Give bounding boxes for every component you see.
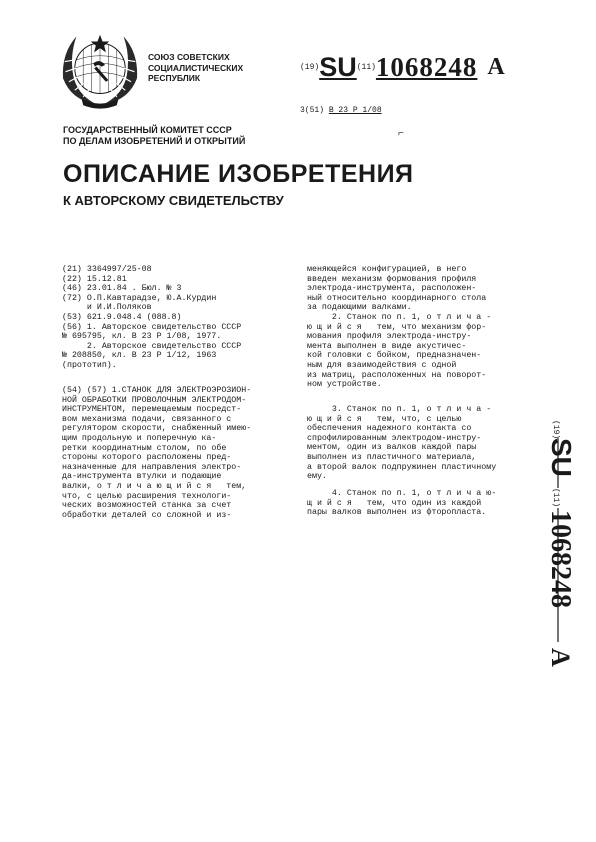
country-line: СОЦИАЛИСТИЧЕСКИХ — [148, 62, 244, 73]
country-line: СОЮЗ СОВЕТСКИХ — [148, 52, 230, 62]
claim-1-text: (54) (57) 1.СТАНОК ДЛЯ ЭЛЕКТРОЭРОЗИОН- НОЙ ОБРАБОТКИ ПРОВОЛОЧНЫМ ЭЛЕКТРОДОМ- ИНСТРУМЕНТОМ, перемещаемым посредст- вом механизма подачи, связанного с регулятором скорости, снабженный имею- щим продольную и поперечную ка- ретки координатным столом, по обе стороны которого расположены пред- назначенные для направления электро- да-инструмента втулки и подающие валки, о т л и ч а ю щ и й с я тем, что, с целью расширения технологи- ческих возможностей станка за счет обработки деталей со сложной и из- — [62, 386, 252, 520]
committee-line: ПО ДЕЛАМ ИЗОБРЕТЕНИЙ И ОТКРЫТИЙ — [63, 136, 246, 146]
ipc-classification — [300, 106, 382, 115]
country-code: SU — [319, 52, 357, 82]
document-subtitle: К АВТОРСКОМУ СВИДЕТЕЛЬСТВУ — [63, 193, 284, 208]
claim-4-text: 4. Станок по п. 1, о т л и ч а ю- щ и й с я тем, что один из каждой пары валков выполнен из фторопласта. — [307, 489, 497, 518]
vertical-country-code: SU — [546, 438, 577, 477]
committee-name — [63, 125, 245, 147]
code-19-label: (19) — [300, 63, 320, 72]
ipc-prefix: 3(51) — [300, 106, 325, 115]
vertical-kind: A — [546, 648, 575, 667]
committee-line: ГОСУДАРСТВЕННЫЙ КОМИТЕТ СССР — [63, 125, 232, 135]
claim-3-text: 3. Станок по п. 1, о т л и ч а - ю щ и й с я тем, что, с целью обеспечения надежного контакта со спрофилированным электродом-инстру- ментом, один из валков каждой пары выполнен из пластичного материала, а второй валок подпружинен пластичному ему. — [307, 405, 497, 482]
publication-number: 1068248 — [375, 52, 478, 82]
vertical-code-19: (19) — [551, 420, 560, 440]
vertical-code-11: (11) — [551, 488, 560, 508]
bibliographic-data: (21) 3364997/25-08 (22) 15.12.81 (46) 23.01.84 . Бюл. № 3 (72) О.П.Кавтарадзе, Ю.А.Курдин и И.И.Поляков (53) 621.9.048.4 (088.8) (56) 1. Авторское свидетельство СССР № 695795, кл. В 23 Р 1/08, 1977. 2. Авторское свидетельство СССР № 208850, кл. В 23 Р 1/12, 1963 (прототип). — [62, 265, 242, 370]
country-name — [148, 52, 243, 84]
country-line: РЕСПУБЛИК — [148, 73, 201, 83]
scan-mark-icon: ⌐ — [398, 129, 405, 140]
publication-number-block — [300, 52, 505, 83]
vertical-publication-stamp — [520, 416, 577, 674]
kind-code: A — [487, 54, 505, 80]
vertical-number: 1068248 — [545, 510, 576, 608]
ipc-class: В 23 Р 1/08 — [328, 106, 382, 115]
state-emblem-icon — [58, 28, 142, 112]
code-11-label: (11) — [356, 63, 376, 72]
claims-continuation: меняющейся конфигурацией, в него введен механизм формования профиля электрода-инструмента, расположен- ный относительно координарного стола за подающими валками. 2. Станок по п. 1, о т л и ч а - ю щ и й с я тем, что механизм фор- мования профиля электрода-инстру- мента выполнен в виде акустичес- кой головки с бойком, предназначен- ным для взаимодействия с одной из матриц, расположенных на поворот- ном устройстве. — [307, 265, 492, 390]
document-title: ОПИСАНИЕ ИЗОБРЕТЕНИЯ — [63, 160, 414, 188]
